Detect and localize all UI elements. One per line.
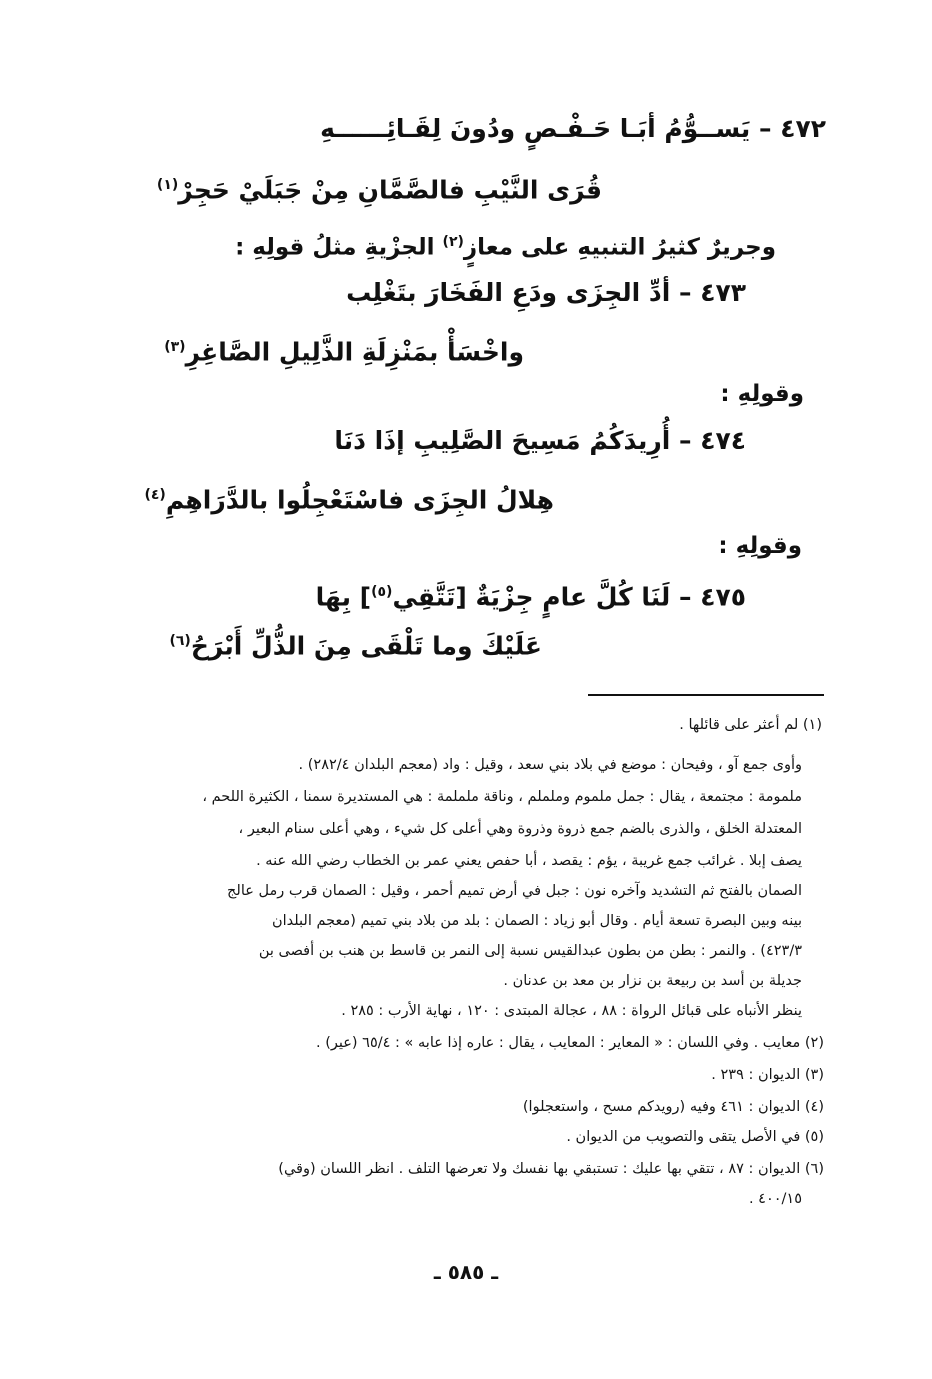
footnote-line: الصمان بالفتح ثم التشديد وآخره نون : جبل في أرض تميم أحمر ، وقيل : الصمان قرب رمل عالج <box>227 883 802 899</box>
verse-475-second-hemistich: عَلَيْكَ وما تَلْقَى مِنَ الذُّلِّ أَبْرَحُ$^{(٦)}$ <box>169 631 542 661</box>
verse-473-first-hemistich: ٤٧٣ – أدِّ الجِزَى ودَعِ الفَخَارَ بتَغْلِب <box>346 278 746 307</box>
footnote-line: (٤) الديوان : ٤٦١ وفيه (رويدكم مسح ، واستعجلوا) <box>522 1099 824 1115</box>
footnote-line: المعتدلة الخلق ، والذرى بالضم جمع ذروة وذروة وهي أعلى كل شيء ، وهي أعلى سنام البعير ، <box>238 821 802 837</box>
footnote-line: (١) لم أعثر على قائلها . <box>679 717 822 733</box>
footnote-line: (٥) في الأصل يتقى والتصويب من الديوان . <box>566 1129 824 1145</box>
prose-line-intro: وجريرٌ كثيرُ التنبيهِ على معازٍ$^{(٢)}$ الجزْيةِ مثلُ قولِهِ : <box>235 234 776 261</box>
verse-474-first-hemistich: ٤٧٤ – أُرِيدَكُمُ مَسِيحَ الصَّلِيبِ إذَا دَنَا <box>334 426 746 455</box>
footnote-marker: (٤) <box>144 487 166 503</box>
prose-line-and-his-saying: وقولِهِ : <box>720 381 804 407</box>
verse-472-first-hemistich: ٤٧٢ – يَســوُّمُ أبَـا حَـفْـصٍ ودُونَ لِقَـائِــــــهِ <box>320 114 826 143</box>
footnote-line: ٤٠٠/١٥ . <box>748 1191 802 1207</box>
footnote-line: ٤٢٣/٣) . والنمر : بطن من بطون عبدالقيس نسبة إلى النمر بن قاسط بن هنب بن أفصى بن <box>258 943 802 959</box>
footnote-line: (٣) الديوان : ٢٣٩ . <box>711 1067 824 1083</box>
footnote-marker: (٦) <box>169 633 191 649</box>
footnote-separator <box>588 694 824 696</box>
footnote-line: ينظر الأنباه على قبائل الرواة : ٨٨ ، عجالة المبتدى : ١٢٠ ، نهاية الأرب : ٢٨٥ . <box>341 1003 802 1019</box>
footnote-marker: (٥) <box>371 584 393 600</box>
verse-475-first-hemistich: ٤٧٥ – لَنَا كُلَّ عامٍ جِزْيَةٌ [تَتَّقِي$^{(٥)}$] بِهَا <box>315 582 746 612</box>
footnote-line: ملمومة : مجتمعة ، يقال : جمل ملموم وململم ، وناقة ململمة : هي المستديرة سمنا ، الكثيرة اللحم ، <box>202 789 802 805</box>
footnote-line: جديلة بن أسد بن ربيعة بن نزار بن معد بن عدنان . <box>503 973 802 989</box>
footnote-line: وأوى جمع آو ، وفيحان : موضع في بلاد بني سعد ، وقيل : واد (معجم البلدان ٢٨٢/٤) . <box>298 757 802 773</box>
footnote-line: يصف إبلا . غرائب جمع غريبة ، يؤم : يقصد ، أبا حفص يعني عمر بن الخطاب رضي الله عنه . <box>256 853 802 869</box>
footnote-marker: (٣) <box>164 339 186 355</box>
footnote-marker: (١) <box>156 177 179 193</box>
footnote-marker: (٢) <box>442 234 464 250</box>
footnote-line: (٢) معايب . وفي اللسان : « المعاير : المعايب ، يقال : عاره إذا عابه » : ٦٥/٤ (عير) . <box>316 1035 824 1051</box>
verse-473-second-hemistich: واخْسَأْ بمَنْزِلَةِ الذَّلِيلِ الصَّاغِرِ$^{(٣)}$ <box>164 337 524 367</box>
footnote-line: بينه وبين البصرة تسعة أيام . وقال أبو زياد : الصمان : بلد من بلاد بني تميم (معجم البلدان <box>271 913 802 929</box>
footnote-line: (٦) الديوان : ٨٧ ، تتقي بها عليك : تستبقي بها نفسك ولا تعرضها التلف . انظر اللسان (وقي) <box>278 1161 824 1177</box>
page-number: ـ ٥٨٥ ـ <box>433 1260 499 1284</box>
verse-474-second-hemistich: هِلالُ الجِزَى فاسْتَعْجِلُوا بالدَّرَاهِمِ$^{(٤)}$ <box>144 485 554 515</box>
prose-line-and-his-saying-2: وقولِهِ : <box>718 533 802 559</box>
verse-472-second-hemistich: قُرَى النَّيْبِ فالصَّمَّانِ مِنْ جَبَلَيْ حَجِرْ$^{(١)}$ <box>156 175 602 205</box>
